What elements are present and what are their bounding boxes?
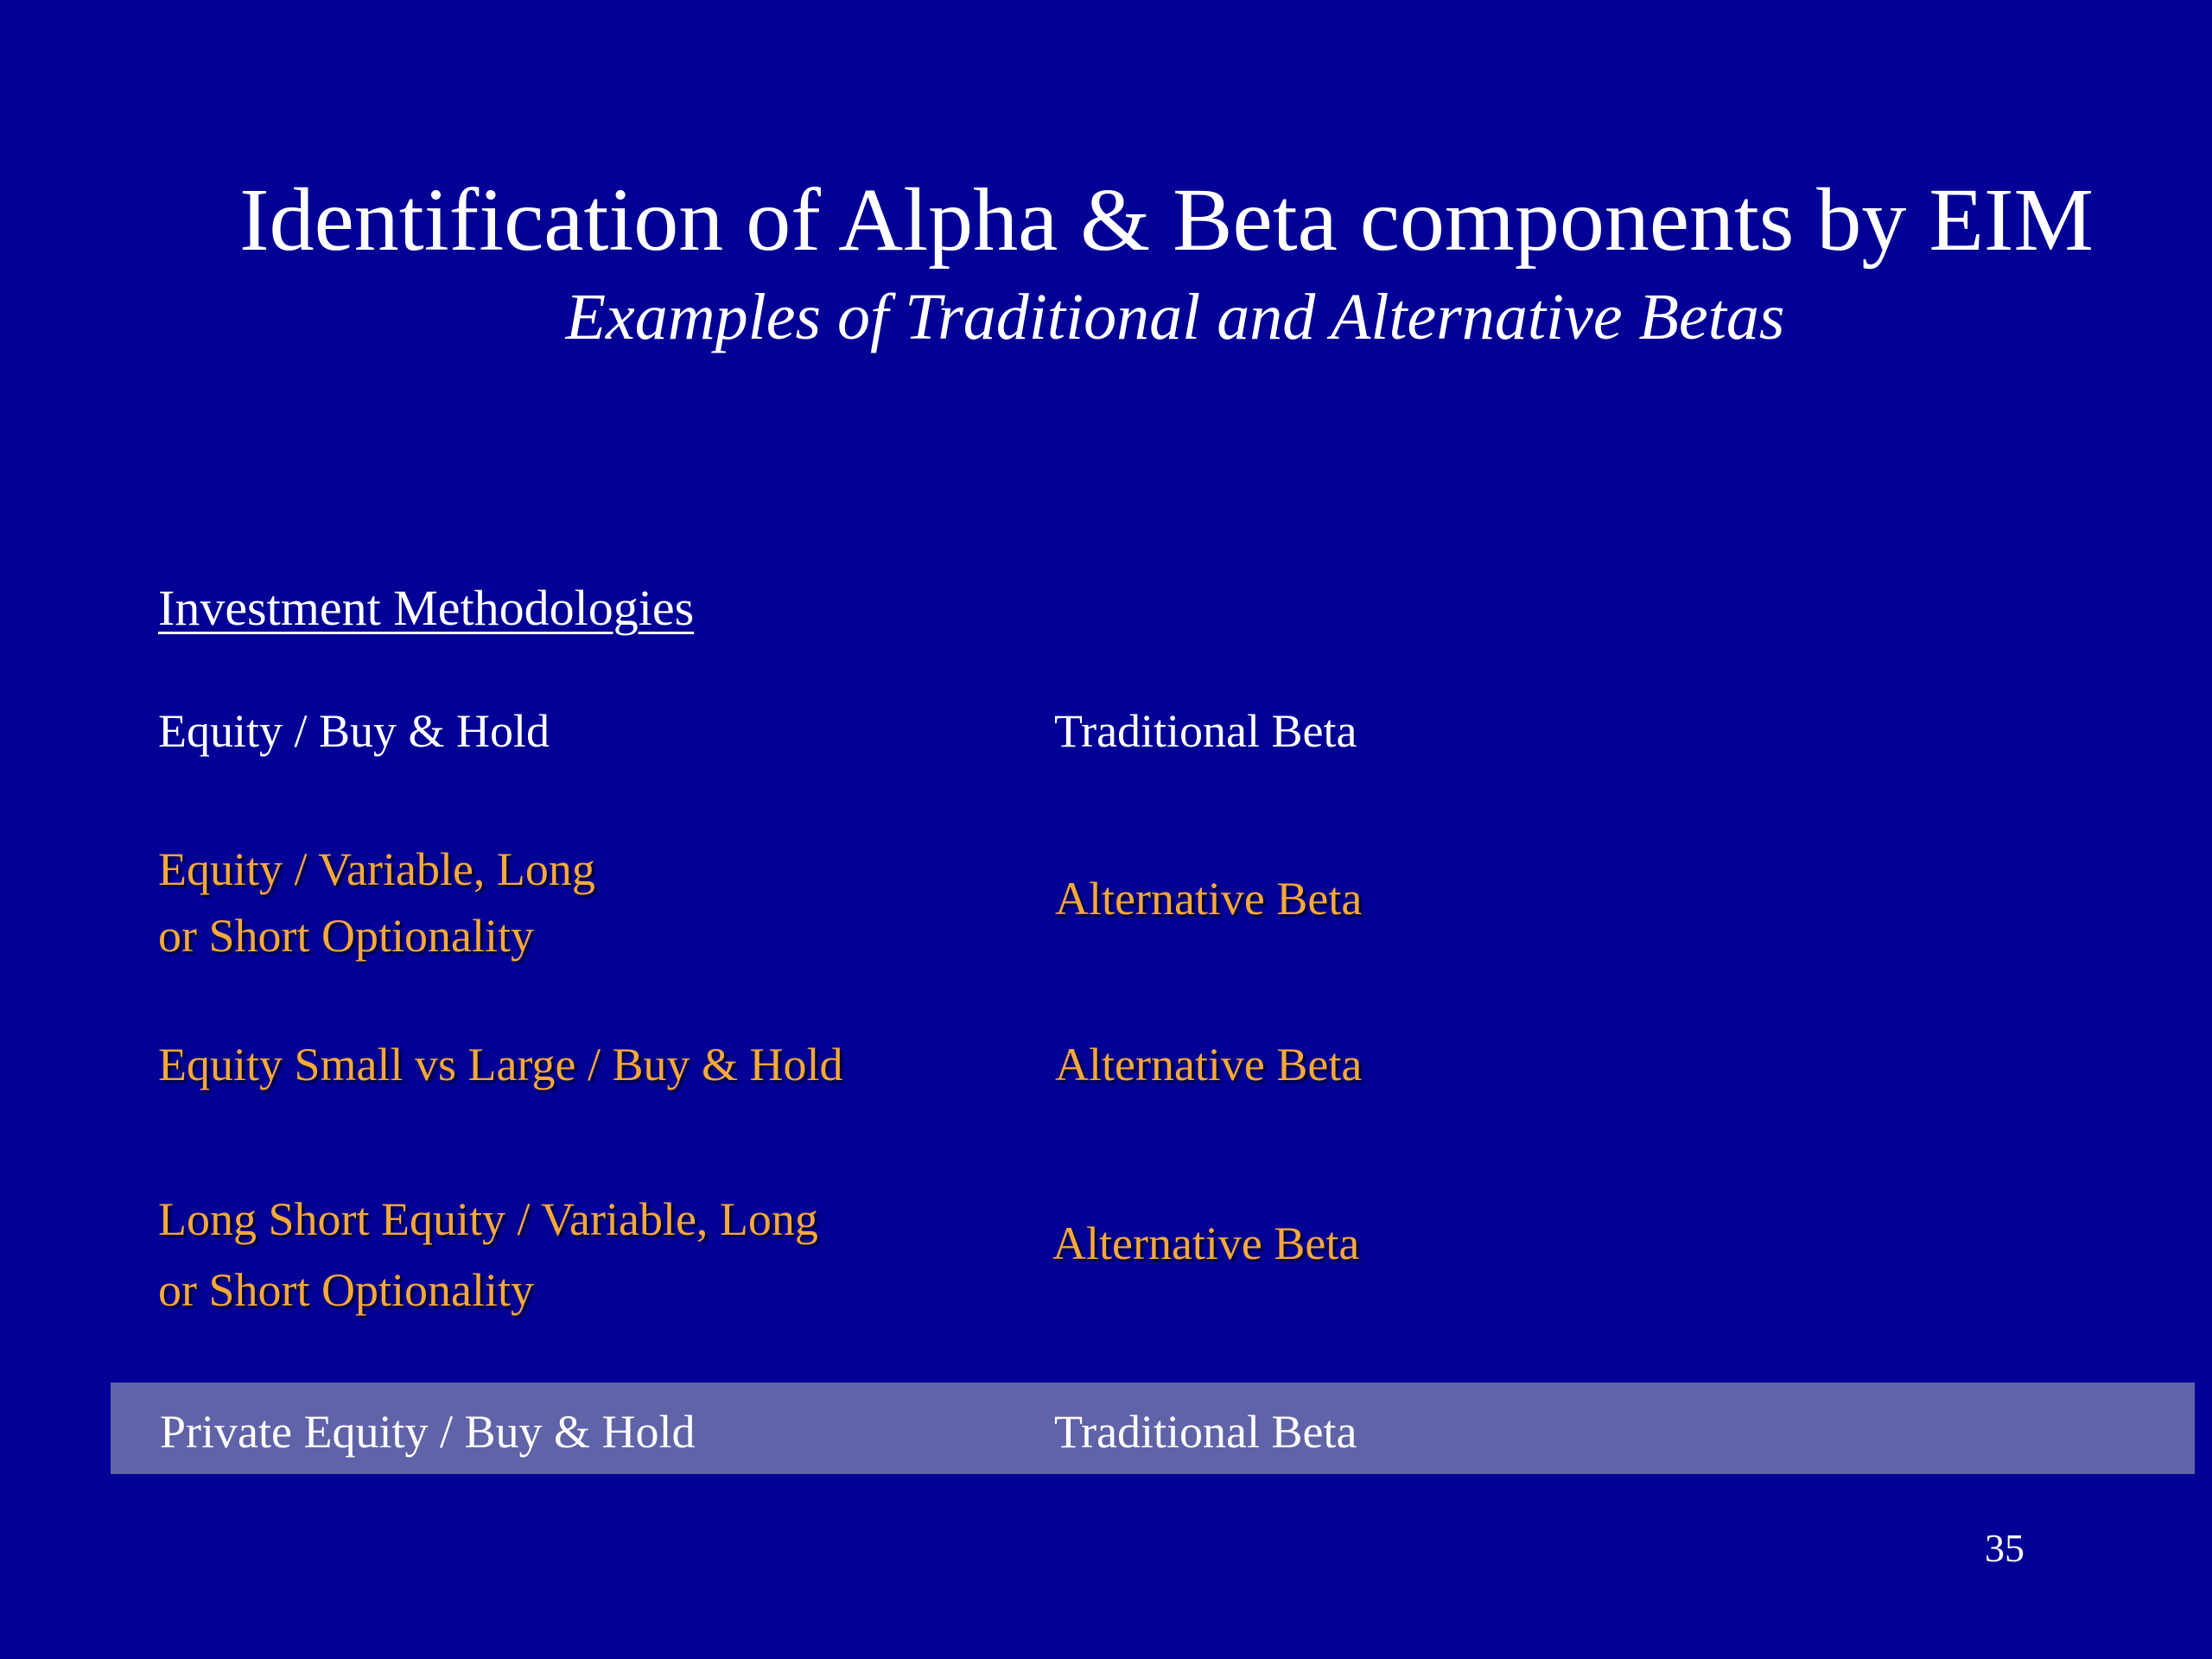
row-2-beta: Alternative Beta: [1055, 873, 1363, 925]
row-4-beta: Alternative Beta: [1052, 1217, 1360, 1269]
row-4-methodology-line2: or Short Optionality: [158, 1264, 534, 1316]
row-2-methodology-line1: Equity / Variable, Long: [158, 843, 595, 895]
row-2-methodology-line2: or Short Optionality: [158, 910, 534, 962]
slide-title: Identification of Alpha & Beta components by EIM: [239, 170, 2094, 270]
row-5-beta: Traditional Beta: [1054, 1406, 1357, 1458]
row-3-beta: Alternative Beta: [1055, 1039, 1363, 1090]
page-number: 35: [1985, 1526, 2024, 1570]
row-1-methodology: Equity / Buy & Hold: [158, 705, 550, 757]
row-4-methodology-line1: Long Short Equity / Variable, Long: [158, 1193, 818, 1245]
section-heading: Investment Methodologies: [158, 580, 695, 636]
slide-subtitle: Examples of Traditional and Alternative Betas: [565, 281, 1785, 353]
row-1-beta: Traditional Beta: [1054, 705, 1357, 757]
row-5-methodology: Private Equity / Buy & Hold: [160, 1406, 696, 1458]
row-3-methodology: Equity Small vs Large / Buy & Hold: [158, 1039, 843, 1090]
